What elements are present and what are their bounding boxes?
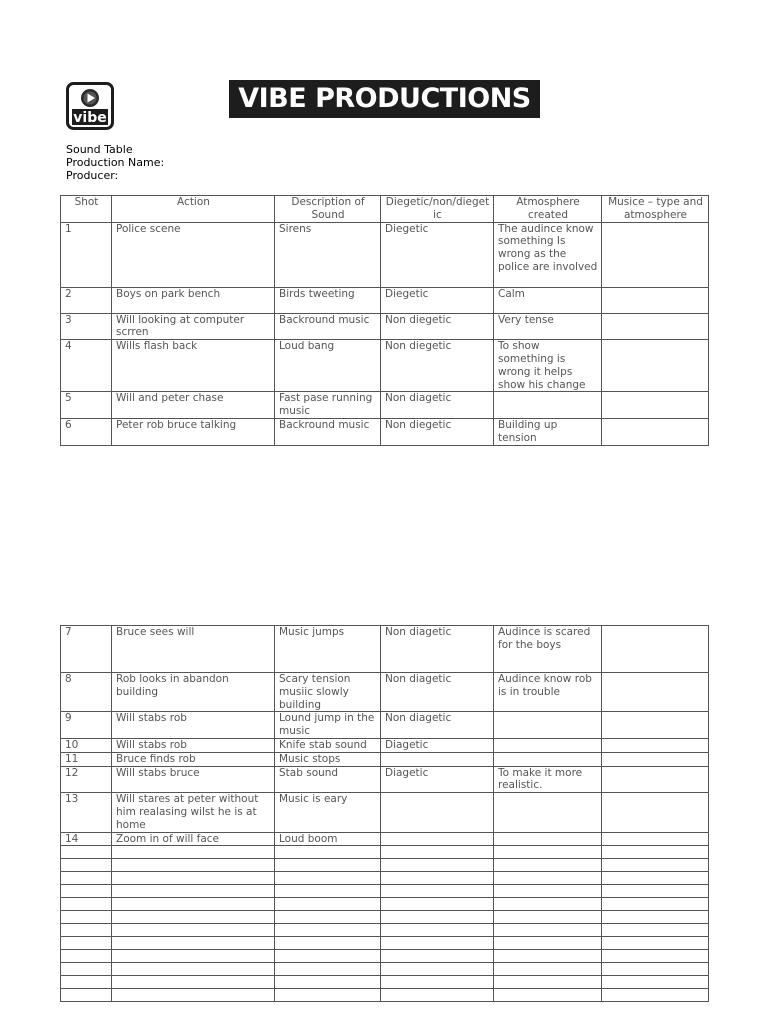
cell-music	[602, 673, 709, 712]
cell-music	[602, 924, 709, 937]
cell-shot: 4	[61, 340, 112, 392]
cell-diegetic: Diagetic	[381, 766, 494, 793]
cell-atmosphere	[494, 793, 602, 832]
cell-music	[602, 752, 709, 766]
header-action: Action	[112, 196, 275, 223]
cell-description	[275, 937, 381, 950]
cell-music	[602, 832, 709, 846]
cell-music	[602, 392, 709, 419]
cell-action	[112, 872, 275, 885]
cell-diegetic	[381, 752, 494, 766]
cell-shot: 7	[61, 626, 112, 673]
table-row	[61, 340, 709, 392]
table-row	[61, 872, 709, 885]
cell-diegetic: Non diagetic	[381, 673, 494, 712]
cell-shot	[61, 872, 112, 885]
cell-action: Will stabs rob	[112, 738, 275, 752]
cell-action: Will looking at computer scrren	[112, 313, 275, 340]
cell-music	[602, 313, 709, 340]
cell-action	[112, 898, 275, 911]
cell-description	[275, 911, 381, 924]
cell-shot: 11	[61, 752, 112, 766]
table-row	[61, 752, 709, 766]
cell-description: Loud boom	[275, 832, 381, 846]
cell-action: Will stabs rob	[112, 712, 275, 739]
cell-action: Peter rob bruce talking	[112, 418, 275, 445]
document-meta	[66, 143, 164, 182]
cell-atmosphere	[494, 872, 602, 885]
cell-action: Bruce finds rob	[112, 752, 275, 766]
cell-shot: 10	[61, 738, 112, 752]
cell-description: Music stops	[275, 752, 381, 766]
cell-music	[602, 340, 709, 392]
cell-atmosphere	[494, 885, 602, 898]
cell-shot	[61, 950, 112, 963]
banner-title: VIBE PRODUCTIONS	[229, 80, 540, 118]
cell-diegetic: Diegetic	[381, 222, 494, 287]
cell-action	[112, 989, 275, 1002]
cell-shot	[61, 963, 112, 976]
cell-description	[275, 846, 381, 859]
sound-table-bottom	[60, 625, 709, 1002]
cell-diegetic: Non diegetic	[381, 340, 494, 392]
cell-action	[112, 859, 275, 872]
cell-atmosphere	[494, 911, 602, 924]
cell-diegetic	[381, 976, 494, 989]
cell-atmosphere	[494, 392, 602, 419]
cell-atmosphere: Very tense	[494, 313, 602, 340]
table-row	[61, 766, 709, 793]
cell-action: Wills flash back	[112, 340, 275, 392]
table-row	[61, 963, 709, 976]
cell-atmosphere: Building up tension	[494, 418, 602, 445]
cell-description: Backround music	[275, 418, 381, 445]
cell-action	[112, 963, 275, 976]
cell-diegetic: Non diegetic	[381, 313, 494, 340]
cell-music	[602, 976, 709, 989]
cell-description: Stab sound	[275, 766, 381, 793]
cell-atmosphere	[494, 738, 602, 752]
cell-diegetic	[381, 950, 494, 963]
cell-atmosphere	[494, 976, 602, 989]
cell-action	[112, 885, 275, 898]
header-shot: Shot	[61, 196, 112, 223]
cell-description: Knife stab sound	[275, 738, 381, 752]
cell-diegetic	[381, 872, 494, 885]
header-music-type: Musice – type and atmosphere	[602, 196, 709, 223]
table-row	[61, 673, 709, 712]
cell-diegetic	[381, 793, 494, 832]
table-row	[61, 392, 709, 419]
cell-description	[275, 976, 381, 989]
cell-description	[275, 963, 381, 976]
cell-music	[602, 793, 709, 832]
cell-music	[602, 626, 709, 673]
table-row	[61, 626, 709, 673]
cell-action	[112, 846, 275, 859]
cell-music	[602, 963, 709, 976]
production-name-label: Production Name:	[66, 156, 165, 169]
cell-music	[602, 989, 709, 1002]
table-row	[61, 937, 709, 950]
cell-atmosphere	[494, 937, 602, 950]
cell-shot: 9	[61, 712, 112, 739]
cell-diegetic	[381, 898, 494, 911]
cell-description: Fast pase running music	[275, 392, 381, 419]
cell-shot	[61, 846, 112, 859]
cell-description: Scary tension musiic slowly building	[275, 673, 381, 712]
table-row	[61, 989, 709, 1002]
table-row	[61, 924, 709, 937]
cell-action	[112, 976, 275, 989]
cell-atmosphere	[494, 752, 602, 766]
cell-description: Lound jump in the music	[275, 712, 381, 739]
table-row	[61, 859, 709, 872]
table-header-row	[61, 196, 709, 223]
cell-description: Loud bang	[275, 340, 381, 392]
cell-atmosphere	[494, 950, 602, 963]
cell-description	[275, 924, 381, 937]
cell-description	[275, 872, 381, 885]
table-row	[61, 950, 709, 963]
table-row	[61, 898, 709, 911]
cell-atmosphere	[494, 832, 602, 846]
cell-atmosphere: To make it more realistic.	[494, 766, 602, 793]
cell-music	[602, 872, 709, 885]
cell-music	[602, 738, 709, 752]
cell-atmosphere	[494, 898, 602, 911]
cell-music	[602, 898, 709, 911]
cell-diegetic	[381, 989, 494, 1002]
cell-diegetic: Non diagetic	[381, 626, 494, 673]
header-atmosphere-created: Atmosphere created	[494, 196, 602, 223]
cell-action	[112, 924, 275, 937]
cell-music	[602, 937, 709, 950]
cell-atmosphere: The audince know something Is wrong as the police are involved	[494, 222, 602, 287]
table-row	[61, 418, 709, 445]
cell-atmosphere	[494, 859, 602, 872]
cell-shot: 5	[61, 392, 112, 419]
cell-description: Birds tweeting	[275, 287, 381, 313]
vibe-logo-icon	[66, 82, 114, 130]
cell-action: Will stabs bruce	[112, 766, 275, 793]
cell-music	[602, 766, 709, 793]
cell-shot: 13	[61, 793, 112, 832]
cell-action	[112, 937, 275, 950]
cell-description	[275, 898, 381, 911]
cell-shot: 14	[61, 832, 112, 846]
header-diegetic: Diegetic/non/diegetic	[381, 196, 494, 223]
cell-shot: 8	[61, 673, 112, 712]
cell-atmosphere	[494, 963, 602, 976]
cell-action: Bruce sees will	[112, 626, 275, 673]
header-description-of-sound: Description of Sound	[275, 196, 381, 223]
table-row	[61, 313, 709, 340]
cell-action: Police scene	[112, 222, 275, 287]
cell-description	[275, 859, 381, 872]
cell-diegetic: Diegetic	[381, 287, 494, 313]
table-row	[61, 846, 709, 859]
cell-atmosphere	[494, 924, 602, 937]
table-row	[61, 832, 709, 846]
cell-shot	[61, 911, 112, 924]
cell-description: Sirens	[275, 222, 381, 287]
cell-action: Rob looks in abandon building	[112, 673, 275, 712]
cell-shot	[61, 885, 112, 898]
cell-music	[602, 950, 709, 963]
cell-atmosphere: Audince know rob is in trouble	[494, 673, 602, 712]
cell-description: Music jumps	[275, 626, 381, 673]
cell-diegetic: Diagetic	[381, 738, 494, 752]
cell-action: Zoom in of will face	[112, 832, 275, 846]
table-row	[61, 976, 709, 989]
table-row	[61, 222, 709, 287]
cell-action	[112, 950, 275, 963]
cell-shot: 12	[61, 766, 112, 793]
cell-music	[602, 287, 709, 313]
cell-music	[602, 712, 709, 739]
cell-description	[275, 885, 381, 898]
cell-shot: 1	[61, 222, 112, 287]
cell-diegetic: Non diagetic	[381, 712, 494, 739]
vibe-logo	[66, 82, 114, 130]
table-row	[61, 712, 709, 739]
cell-action: Will stares at peter without him realasing wilst he is at home	[112, 793, 275, 832]
sound-table-label: Sound Table	[66, 143, 133, 156]
cell-diegetic	[381, 924, 494, 937]
cell-atmosphere	[494, 846, 602, 859]
table-row	[61, 911, 709, 924]
cell-shot	[61, 976, 112, 989]
cell-description: Backround music	[275, 313, 381, 340]
table-row	[61, 287, 709, 313]
cell-diegetic	[381, 846, 494, 859]
cell-atmosphere: Audince is scared for the boys	[494, 626, 602, 673]
cell-shot	[61, 989, 112, 1002]
cell-diegetic: Non diegetic	[381, 418, 494, 445]
cell-atmosphere: Calm	[494, 287, 602, 313]
cell-diegetic	[381, 885, 494, 898]
cell-description	[275, 950, 381, 963]
cell-diegetic	[381, 937, 494, 950]
cell-action: Will and peter chase	[112, 392, 275, 419]
table-row	[61, 738, 709, 752]
cell-shot: 2	[61, 287, 112, 313]
cell-music	[602, 846, 709, 859]
cell-action: Boys on park bench	[112, 287, 275, 313]
cell-diegetic	[381, 963, 494, 976]
cell-atmosphere: To show something is wrong it helps show his change	[494, 340, 602, 392]
svg-text:vibe: vibe	[73, 110, 107, 126]
cell-music	[602, 418, 709, 445]
cell-music	[602, 911, 709, 924]
cell-diegetic	[381, 832, 494, 846]
table-row	[61, 885, 709, 898]
cell-atmosphere	[494, 712, 602, 739]
cell-description	[275, 989, 381, 1002]
cell-music	[602, 859, 709, 872]
sound-table-top	[60, 195, 709, 446]
cell-diegetic	[381, 859, 494, 872]
cell-music	[602, 222, 709, 287]
cell-action	[112, 911, 275, 924]
cell-shot: 3	[61, 313, 112, 340]
cell-shot	[61, 859, 112, 872]
cell-shot	[61, 924, 112, 937]
cell-diegetic: Non diagetic	[381, 392, 494, 419]
cell-description: Music is eary	[275, 793, 381, 832]
cell-shot	[61, 937, 112, 950]
cell-shot	[61, 898, 112, 911]
table-row	[61, 793, 709, 832]
cell-atmosphere	[494, 989, 602, 1002]
cell-music	[602, 885, 709, 898]
producer-label: Producer:	[66, 169, 119, 182]
cell-shot: 6	[61, 418, 112, 445]
cell-diegetic	[381, 911, 494, 924]
